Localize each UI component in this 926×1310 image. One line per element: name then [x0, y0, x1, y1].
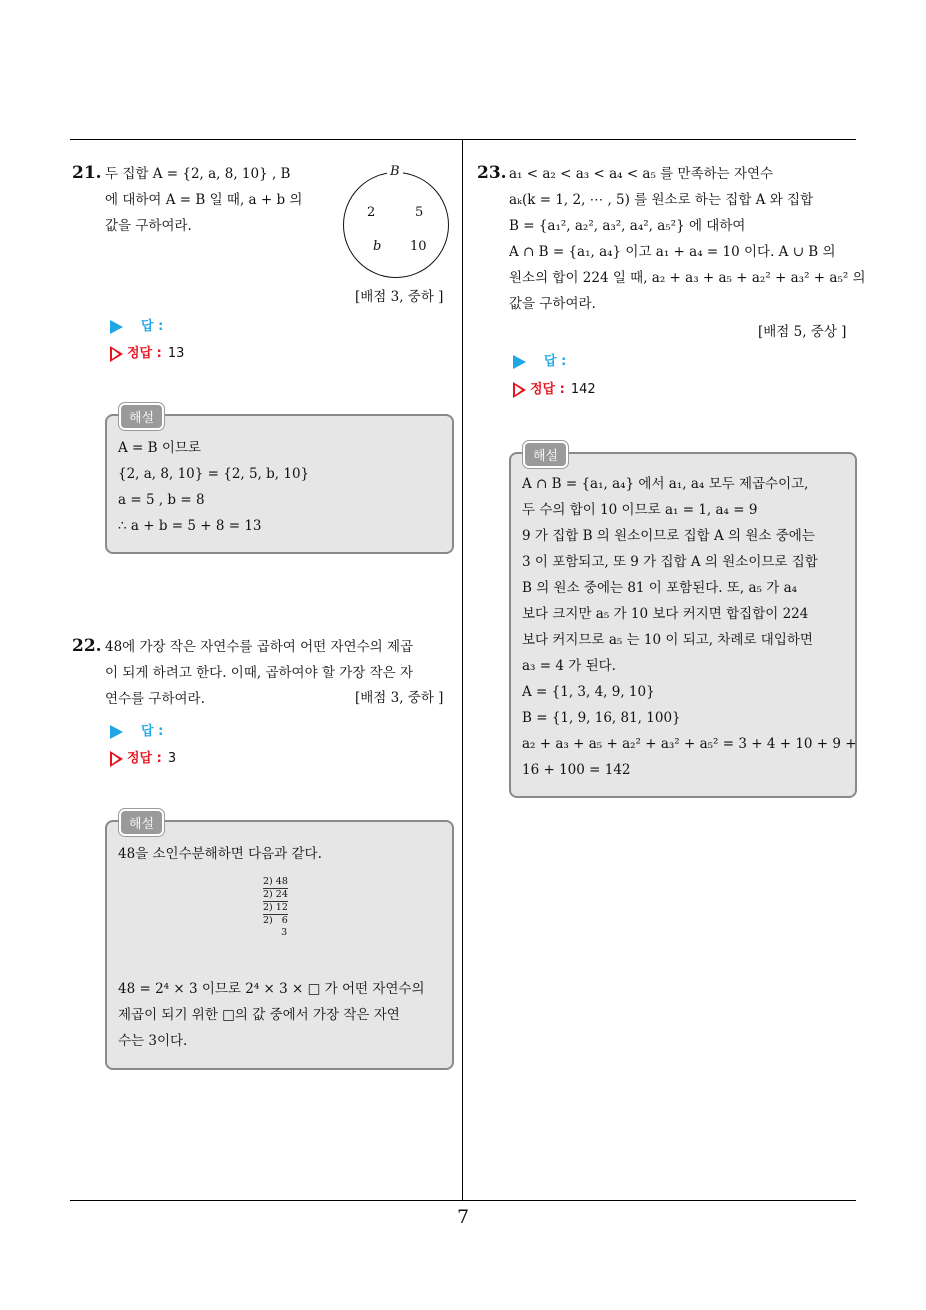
q23-explain-line: A = {1, 3, 4, 9, 10}	[522, 684, 655, 700]
q23-correct-row	[513, 378, 596, 398]
q22-number: 22.	[72, 636, 102, 656]
q21-explanation-box	[105, 411, 454, 554]
play-arrow-icon	[110, 320, 123, 334]
q23-explain-line: 보다 커지므로 a₅ 는 10 이 되고, 차례로 대입하면	[522, 632, 813, 648]
bottom-rule	[70, 1200, 856, 1201]
play-arrow-icon	[513, 355, 526, 369]
play-arrow-icon	[110, 725, 123, 739]
q23-score: [배점 5, 중상 ]	[758, 324, 847, 340]
q23-explain-line: 3 이 포함되고, 또 9 가 집합 A 의 원소이므로 집합	[522, 554, 818, 570]
q21-explanation-text	[118, 435, 309, 539]
outline-arrow-icon	[110, 346, 123, 362]
q21-explain-line: ∴ a + b = 5 + 8 = 13	[118, 518, 262, 534]
q23-line: a₁ < a₂ < a₃ < a₄ < a₅ 를 만족하는 자연수	[509, 166, 774, 182]
q22-correct-label: 정답 :	[127, 751, 162, 766]
q23-answer-row[interactable]	[513, 350, 566, 369]
division-step: 2) 24	[263, 889, 288, 900]
q21-text	[105, 161, 302, 239]
q21-answer-row[interactable]	[110, 315, 163, 334]
q21-answer-label: 답 :	[141, 319, 164, 334]
q22-score: [배점 3, 중하 ]	[355, 690, 444, 706]
q21-line: 에 대하여 A = B 일 때, a + b 의	[105, 192, 303, 208]
q22-explanation-box	[105, 817, 454, 1070]
q22-explanation-intro	[118, 841, 322, 867]
venn-element: 10	[410, 239, 427, 254]
q22-line: 연수를 구하여라.	[105, 691, 205, 707]
venn-element: b	[373, 239, 382, 254]
q23-explanation-text	[522, 471, 857, 783]
q23-explain-line: 16 + 100 = 142	[522, 762, 631, 778]
venn-element: 5	[415, 205, 424, 220]
q21-correct-row	[110, 342, 184, 362]
division-step: 2) 48	[263, 876, 288, 887]
q21-line: 값을 구하여라.	[105, 218, 192, 234]
q21-line: 두 집합 A = {2, a, 8, 10} , B	[105, 166, 291, 182]
q22-explain-line: 수는 3이다.	[118, 1033, 188, 1049]
q22-correct-value: 3	[167, 751, 177, 766]
q23-correct-value: 142	[570, 382, 596, 397]
q21-explanation-tab: 해설	[119, 403, 164, 430]
q22-explanation-text	[118, 976, 425, 1054]
q21-explain-line: A = B 이므로	[118, 440, 201, 456]
q21-correct-label: 정답 :	[127, 346, 162, 361]
q23-line: aₖ(k = 1, 2, ⋯ , 5) 를 원소로 하는 집합 A 와 집합	[509, 192, 814, 208]
q23-explanation-tab: 해설	[523, 441, 568, 468]
division-step: 3	[263, 927, 288, 938]
q23-explain-line: A ∩ B = {a₁, a₄} 에서 a₁, a₄ 모두 제곱수이고,	[522, 476, 809, 492]
q22-explanation-tab: 해설	[119, 809, 164, 836]
outline-arrow-icon	[110, 751, 123, 767]
q22-answer-row[interactable]	[110, 720, 163, 739]
q21-score: [배점 3, 중하 ]	[355, 289, 444, 305]
venn-element: 2	[367, 205, 376, 220]
q23-explain-line: 9 가 집합 B 의 원소이므로 집합 A 의 원소 중에는	[522, 528, 815, 544]
q23-explain-line: a₂ + a₃ + a₅ + a₂² + a₃² + a₅² = 3 + 4 + 10 + 9 +	[522, 736, 857, 752]
division-step: 2) 6	[263, 915, 288, 926]
q23-explain-line: 보다 크지만 a₅ 가 10 보다 커지면 합집합이 224	[522, 606, 809, 622]
q22-explain-line: 48 = 2⁴ × 3 이므로 2⁴ × 3 × □ 가 어떤 자연수의	[118, 981, 425, 997]
q22-line: 48에 가장 작은 자연수를 곱하여 어떤 자연수의 제곱	[105, 639, 414, 655]
q21-explain-line: {2, a, 8, 10} = {2, 5, b, 10}	[118, 466, 310, 482]
q23-answer-label: 답 :	[544, 354, 567, 369]
page-number: 7	[456, 1206, 470, 1228]
q23-line: 원소의 합이 224 일 때, a₂ + a₃ + a₅ + a₂² + a₃² + a₅² 의	[509, 270, 866, 286]
q23-explain-line: B = {1, 9, 16, 81, 100}	[522, 710, 681, 726]
q23-line: 값을 구하여라.	[509, 296, 596, 312]
q23-correct-label: 정답 :	[530, 382, 565, 397]
venn-diagram	[343, 164, 449, 278]
q23-line: A ∩ B = {a₁, a₄} 이고 a₁ + a₄ = 10 이다. A ∪ B 의	[509, 244, 836, 260]
q23-number: 23.	[477, 163, 507, 183]
q21-explain-line: a = 5 , b = 8	[118, 492, 205, 508]
outline-arrow-icon	[513, 382, 526, 398]
top-rule	[70, 139, 856, 140]
q23-line: B = {a₁², a₂², a₃², a₄², a₅²} 에 대하여	[509, 218, 746, 234]
q21-number: 21.	[72, 163, 102, 183]
q23-explain-line: B 의 원소 중에는 81 이 포함된다. 또, a₅ 가 a₄	[522, 580, 798, 596]
column-divider	[462, 139, 463, 1201]
q23-explanation-box	[509, 449, 857, 798]
q23-text	[509, 161, 866, 317]
q23-explain-line: a₃ = 4 가 된다.	[522, 658, 616, 674]
q22-answer-label: 답 :	[141, 724, 164, 739]
prime-factor-division	[263, 876, 288, 939]
q22-explain-intro: 48을 소인수분해하면 다음과 같다.	[118, 846, 322, 862]
q23-explain-line: 두 수의 합이 10 이므로 a₁ = 1, a₄ = 9	[522, 502, 758, 518]
q22-line: 이 되게 하려고 한다. 이때, 곱하여야 할 가장 작은 자	[105, 665, 414, 681]
q21-correct-value: 13	[167, 346, 185, 361]
q22-explain-line: 제곱이 되기 위한 □의 값 중에서 가장 작은 자연	[118, 1007, 400, 1023]
division-step: 2) 12	[263, 902, 288, 913]
q22-correct-row	[110, 747, 176, 767]
venn-set-label: B	[387, 164, 403, 179]
